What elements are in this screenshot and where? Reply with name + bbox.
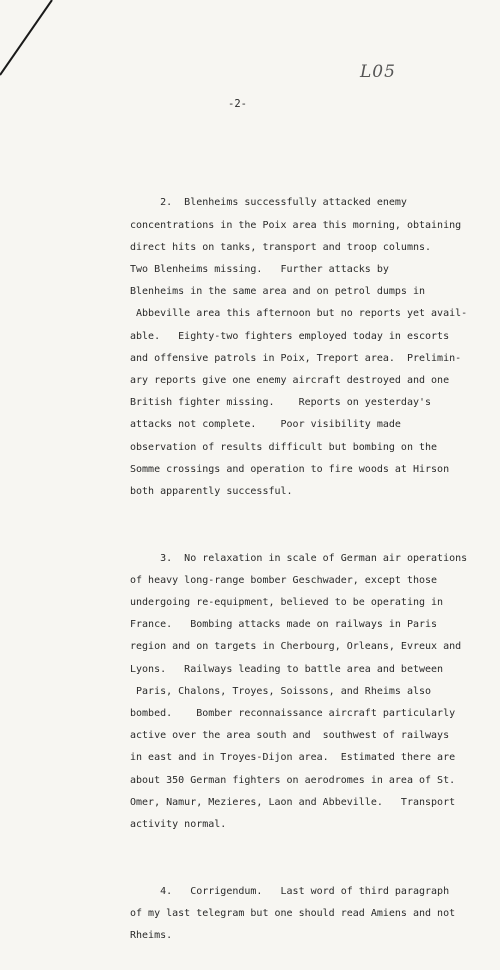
text-line: 4. Corrigendum. Last word of third paragraph xyxy=(130,885,450,897)
paragraph-3 xyxy=(130,548,468,837)
text-line: 2. Blenheims successfully attacked enemy xyxy=(130,197,407,209)
text-line: bombed. Bomber reconnaissance aircraft particularly xyxy=(130,708,456,720)
text-line: both apparently successful. xyxy=(130,486,293,498)
text-line: of my last telegram but one should read Amiens and not xyxy=(130,907,456,919)
text-line: observation of results difficult but bombing on the xyxy=(130,441,438,453)
text-line: region and on targets in Cherbourg, Orleans, Evreux and xyxy=(130,641,462,653)
text-line: British fighter missing. Reports on yesterday's xyxy=(130,397,432,409)
text-line: ary reports give one enemy aircraft destroyed and one xyxy=(130,375,450,387)
paragraph-2 xyxy=(130,192,468,503)
text-line: Rheims. xyxy=(130,930,173,942)
text-line: Somme crossings and operation to fire woods at Hirson xyxy=(130,463,450,475)
text-line: in east and in Troyes-Dijon area. Estimated there are xyxy=(130,752,456,764)
text-line: of heavy long-range bomber Geschwader, except those xyxy=(130,574,438,586)
text-line: Abbeville area this afternoon but no reports yet avail- xyxy=(130,308,468,320)
text-line: activity normal. xyxy=(130,819,227,831)
text-line: active over the area south and southwest of railways xyxy=(130,730,450,742)
text-line: undergoing re-equipment, believed to be operating in xyxy=(130,597,444,609)
text-line: 3. No relaxation in scale of German air operations xyxy=(130,552,468,564)
paragraph-4 xyxy=(130,881,465,948)
text-line: Omer, Namur, Mezieres, Laon and Abbeville. Transport xyxy=(130,796,456,808)
text-line: attacks not complete. Poor visibility made xyxy=(130,419,401,431)
text-line: concentrations in the Poix area this morning, obtaining xyxy=(130,219,462,231)
text-line: Two Blenheims missing. Further attacks by xyxy=(130,264,389,276)
text-line: Lyons. Railways leading to battle area and between xyxy=(130,663,444,675)
page-corner-fold xyxy=(0,0,60,100)
text-line: able. Eighty-two fighters employed today in escorts xyxy=(130,330,450,342)
text-line: France. Bombing attacks made on railways in Paris xyxy=(130,619,438,631)
page-number: -2- xyxy=(228,98,247,110)
text-line: Paris, Chalons, Troyes, Soissons, and Rheims also xyxy=(130,685,432,697)
telegram-body xyxy=(130,148,468,970)
handwritten-reference: L05 xyxy=(360,62,396,82)
text-line: and offensive patrols in Poix, Treport area. Prelimin- xyxy=(130,352,462,364)
text-line: Blenheims in the same area and on petrol dumps in xyxy=(130,286,426,298)
text-line: direct hits on tanks, transport and troop columns. xyxy=(130,241,432,253)
text-line: about 350 German fighters on aerodromes in area of St. xyxy=(130,774,456,786)
